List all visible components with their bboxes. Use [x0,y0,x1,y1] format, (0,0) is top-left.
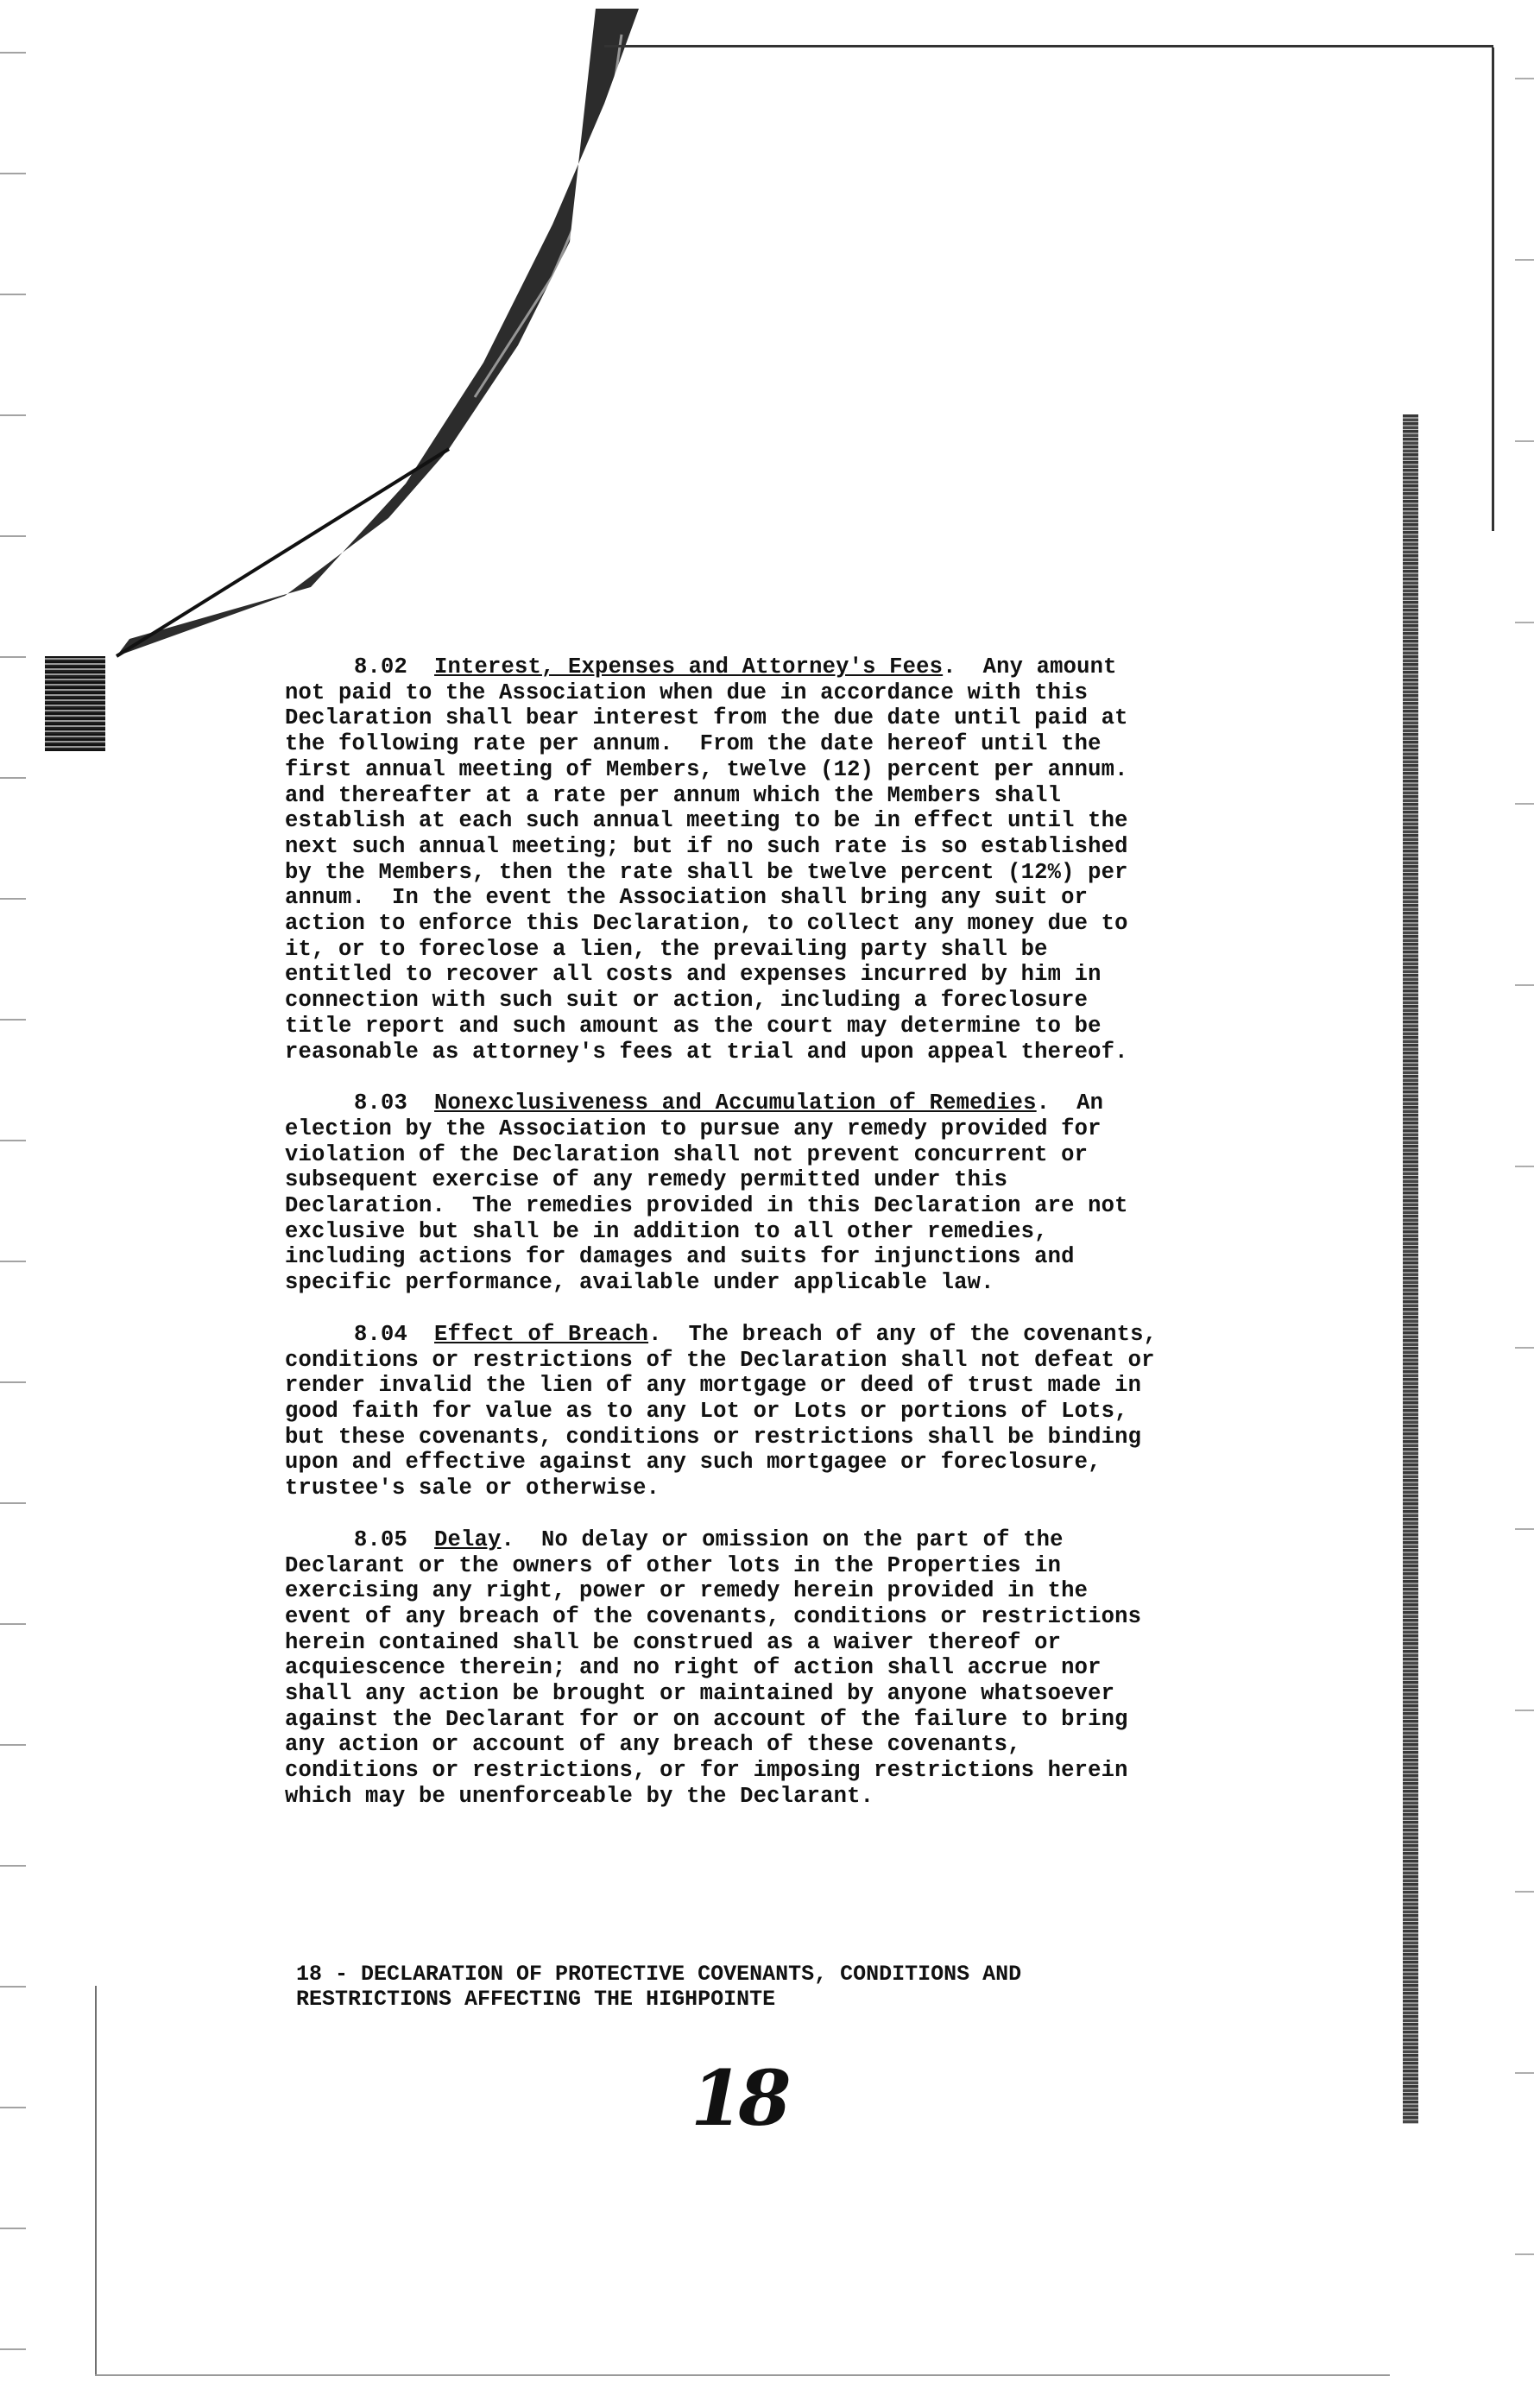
scan-edge-right [1515,0,1534,2408]
section-number: 8.03 [354,1090,408,1116]
body-text [285,654,1269,1836]
footer-line-2: RESTRICTIONS AFFECTING THE HIGHPOINTE [296,1987,776,2012]
frame-bottom-line [95,2374,1390,2376]
frame-top-line [604,45,1493,47]
section-8-05: 8.05 Delay. No delay or omission on the part of the Declarant or the owners of other lots in the Properties in exercising any right, power or remedy herein provided in the event of any breach of the covenants, conditions or restrictions herein contained shall be construed as a waiver thereof or acquiescence therein; and no right of action shall accrue nor shall any action be brought or maintained by anyone whatsoever against the Declarant for or on account of the failure to bring any action or account of any breach of these covenants, conditions or restrictions, or for imposing restrictions herein which may be unenforceable by the Declarant. [285,1526,1142,1809]
frame-right-line [1492,47,1494,531]
section-heading: Interest, Expenses and Attorney's Fees [434,654,944,679]
section-heading: Effect of Breach [434,1321,649,1347]
section-heading: Nonexclusiveness and Accumulation of Remedies [434,1090,1037,1116]
section-number: 8.04 [354,1321,408,1347]
scan-shadow-right [1403,414,1418,2124]
footer-line-1: 18 - DECLARATION OF PROTECTIVE COVENANTS, CONDITIONS AND [296,1962,1022,1987]
section-8-02: 8.02 Interest, Expenses and Attorney's Fees. Any amount not paid to the Association when due in accordance with this Declaration shall bear interest from the due date until paid at the following rate per annum. From the date hereof until the first annual meeting of Members, twelve (12) percent per annum. and thereafter at a rate per annum which the Members shall establish at each such annual meeting to be in effect until the next such annual meeting; but if no such rate is so established by the Members, then the rate shall be twelve percent (12%) per annum. In the event the Association shall bring any suit or action to enforce this Declaration, to collect any money due to it, or to foreclose a lien, the prevailing party shall be entitled to recover all costs and expenses incurred by him in connection with such suit or action, including a foreclosure title report and such amount as the court may determine to be reasonable as attorney's fees at trial and upon appeal thereof. [285,654,1128,1065]
section-number: 8.05 [354,1526,408,1552]
frame-left-line [95,1986,97,2374]
folded-corner-shadow [0,0,656,673]
section-heading: Delay [434,1526,502,1552]
handwritten-page-number: 18 [691,2053,786,2143]
section-8-04: 8.04 Effect of Breach. The breach of any of the covenants, conditions or restrictions of the Declaration shall not defeat or render invalid the lien of any mortgage or deed of trust made in good faith for value as to any Lot or Lots or portions of Lots, but these covenants, conditions or restrictions shall be binding upon and effective against any such mortgagee or foreclosure, trustee's sale or otherwise. [285,1321,1158,1501]
section-number: 8.02 [354,654,408,679]
document-footer [296,1962,1246,2012]
section-8-03: 8.03 Nonexclusiveness and Accumulation of Remedies. An election by the Association to pursue any remedy provided for violation of the Declaration shall not prevent concurrent or subsequent exercise of any remedy permitted under this Declaration. The remedies provided in this Declaration are not exclusive but shall be in addition to all other remedies, including actions for damages and suits for injunctions and specific performance, available under applicable law. [285,1090,1128,1296]
